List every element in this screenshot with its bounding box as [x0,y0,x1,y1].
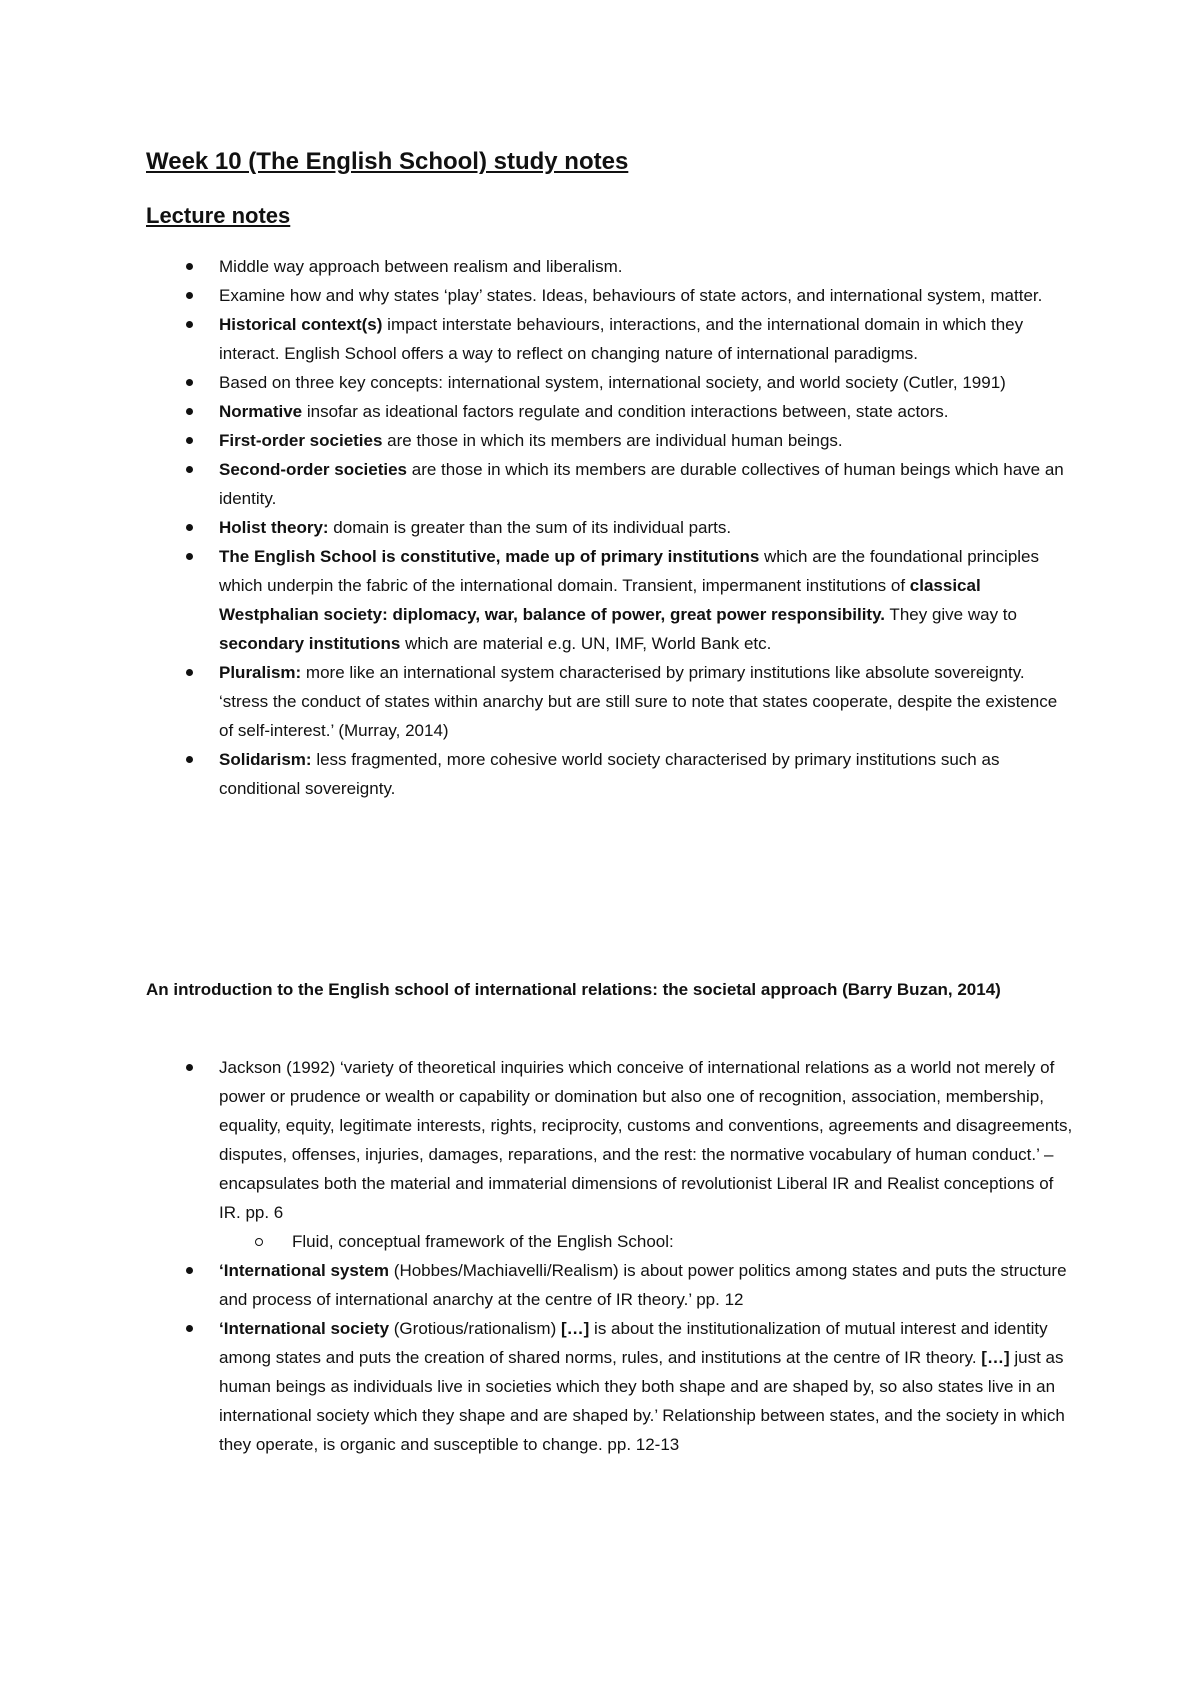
bullet-text: (Grotious/rationalism) [389,1319,561,1338]
list-item [146,397,1076,426]
bullet-text: domain is greater than the sum of its individual parts. [328,518,732,537]
bullet-bold-term: The English School is constitutive, made up of primary institutions [219,547,760,566]
list-item [146,281,1076,310]
bullet-bold-term: Second-order societies [219,460,408,479]
bullet-text: insofar as ideational factors regulate and condition interactions between, state actors. [302,402,949,421]
bullet-bold-term: Solidarism: [219,750,312,769]
lecture-notes-heading: Lecture notes [146,203,291,228]
list-item [146,368,1076,397]
bullet-bold-term: […] [560,1319,590,1338]
bullet-text: are those in which its members are individual human beings. [382,431,843,450]
bullet-bold-term: Normative [219,402,303,421]
bullet-text: less fragmented, more cohesive world society characterised by primary institutions such as conditional sovereignty. [219,750,1000,798]
bullet-text: Examine how and why states ‘play’ states. Ideas, behaviours of state actors, and international system, matter. [219,286,1043,305]
list-item [146,1053,1076,1227]
list-item [146,658,1076,745]
bullet-bold-term: secondary institutions [219,634,401,653]
bullet-text: which are the foundational principles which underpin the fabric of the international domain. Transient, impermanent institutions of [219,547,1040,595]
bullet-text: are those in which its members are durable collectives of human beings which have an identity. [219,460,1064,508]
bullet-bold-term: Pluralism: [219,663,302,682]
list-item [146,745,1076,803]
list-item [146,513,1076,542]
bullet-bold-term: ‘International society [219,1319,390,1338]
bullet-text: They give way to [885,605,1017,624]
bullet-text: (Hobbes/Machiavelli/Realism) is about power politics among states and puts the structure and process of international anarchy at the centre of IR theory.’ pp. 12 [219,1261,1067,1309]
bullet-bold-term: classical Westphalian society: diplomacy, war, balance of power, great power responsibility. [219,576,981,624]
bullet-text: Jackson (1992) ‘variety of theoretical inquiries which conceive of international relations as a world not merely of power or prudence or wealth or capability or domination but also one of recognition, association, membership, equality, equity, legitimate interests, rights, reciprocity, customs and conventions, agreements and disagreements, disputes, offenses, injuries, damages, reparations, and the rest: the normative vocabulary of human conduct.’ – encapsulates both the material and immaterial dimensions of revolutionist Liberal IR and Realist conceptions of IR. pp. 6 [219,1058,1073,1222]
list-item [146,542,1076,658]
list-item [146,310,1076,368]
document-title: Week 10 (The English School) study notes [146,148,629,175]
bullet-text: just as human beings as individuals live in societies which they both shape and are shaped by, so also states live in an international society which they shape and are shaped by.’ Relationship between states, and the society in which they operate, is organic and susceptible to change. pp. 12-13 [219,1348,1065,1454]
bullet-text: more like an international system characterised by primary institutions like absolute sovereignty. ‘stress the conduct of states within anarchy but are still sure to note that states cooperate, despite the existence of self-interest.’ (Murray, 2014) [219,663,1058,740]
reading-notes-list [146,1053,1076,1459]
bullet-bold-term: First-order societies [219,431,383,450]
bullet-text: Middle way approach between realism and liberalism. [219,257,623,276]
reading-heading: An introduction to the English school of international relations: the societal approach (Barry Buzan, 2014) [146,980,1001,999]
bullet-text: which are material e.g. UN, IMF, World Bank etc. [400,634,772,653]
bullet-text: impact interstate behaviours, interactions, and the international domain in which they interact. English School offers a way to reflect on changing nature of international paradigms. [219,315,1024,363]
bullet-text: Based on three key concepts: international system, international society, and world society (Cutler, 1991) [219,373,1006,392]
bullet-text: Fluid, conceptual framework of the English School: [292,1232,674,1251]
sub-list-item [146,1227,1076,1256]
list-item [146,252,1076,281]
bullet-text: is about the institutionalization of mutual interest and identity among states and puts the creation of shared norms, rules, and institutions at the centre of IR theory. [219,1319,1048,1367]
list-item [146,455,1076,513]
list-item [146,1256,1076,1314]
bullet-bold-term: Holist theory: [219,518,329,537]
bullet-bold-term: ‘International system [219,1261,390,1280]
lecture-notes-list [146,252,1076,803]
list-item [146,1314,1076,1459]
bullet-bold-term: […] [981,1348,1010,1367]
list-item [146,426,1076,455]
bullet-bold-term: Historical context(s) [219,315,383,334]
